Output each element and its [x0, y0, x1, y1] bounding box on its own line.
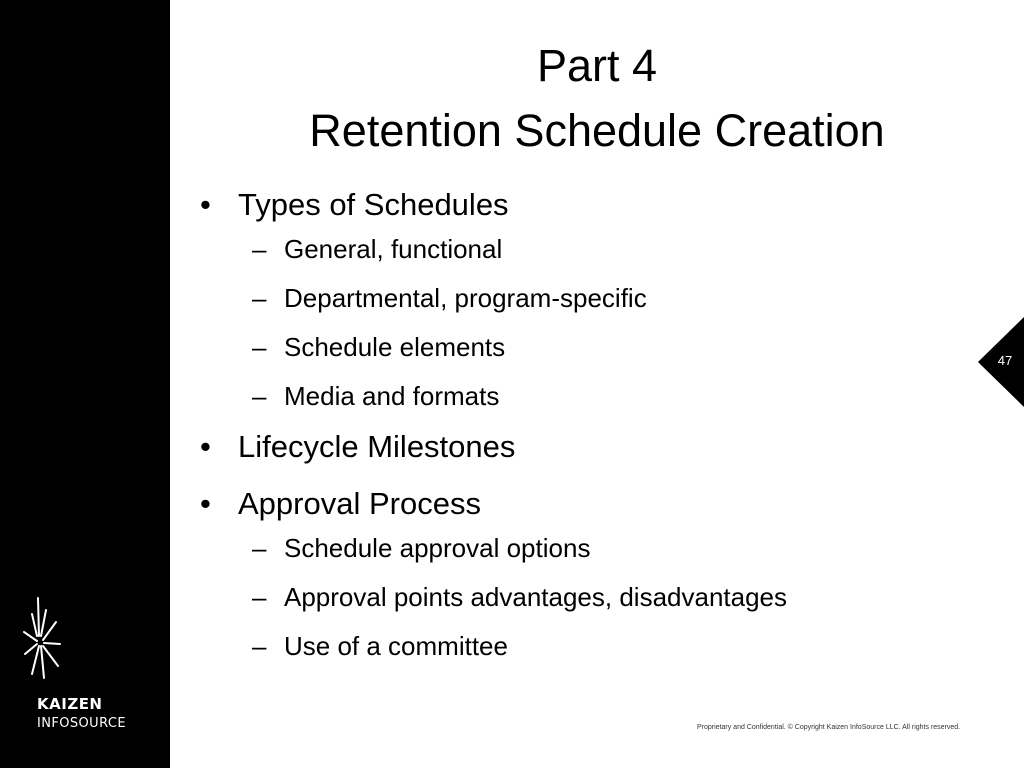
bullet-lifecycle-milestones [200, 428, 970, 466]
bullet-types-of-schedules [200, 186, 970, 224]
bullet-list [200, 186, 970, 678]
footer-copyright: Proprietary and Confidential. © Copyright Kaizen InfoSource LLC. All rights reserved. [697, 724, 961, 731]
sub-bullet: – Media and formats [238, 379, 970, 413]
sub-bullet: – Use of a committee [238, 629, 970, 663]
sub-bullet: – Schedule approval options [238, 531, 970, 565]
sidebar [0, 0, 170, 768]
slide-title: Retention Schedule Creation [309, 105, 885, 156]
bullet-text: Lifecycle Milestones [238, 429, 516, 464]
sub-bullet-list [200, 232, 970, 413]
logo-name: KAIZEN [37, 695, 103, 713]
sub-bullet-list [200, 531, 970, 663]
page-number: 47 [997, 353, 1013, 368]
bullet-text: Approval Process [238, 486, 481, 521]
logo-subtitle: INFOSOURCE [37, 716, 126, 731]
bullet-text: Types of Schedules [238, 187, 509, 222]
starburst-icon [22, 596, 66, 680]
sub-bullet: – General, functional [238, 232, 970, 266]
slide-title-part: Part 4 [536, 40, 658, 91]
bullet-approval-process [200, 485, 970, 523]
sub-bullet: – Departmental, program-specific [238, 281, 970, 315]
sub-bullet: – Schedule elements [238, 330, 970, 364]
sub-bullet: – Approval points advantages, disadvantages [238, 580, 970, 614]
